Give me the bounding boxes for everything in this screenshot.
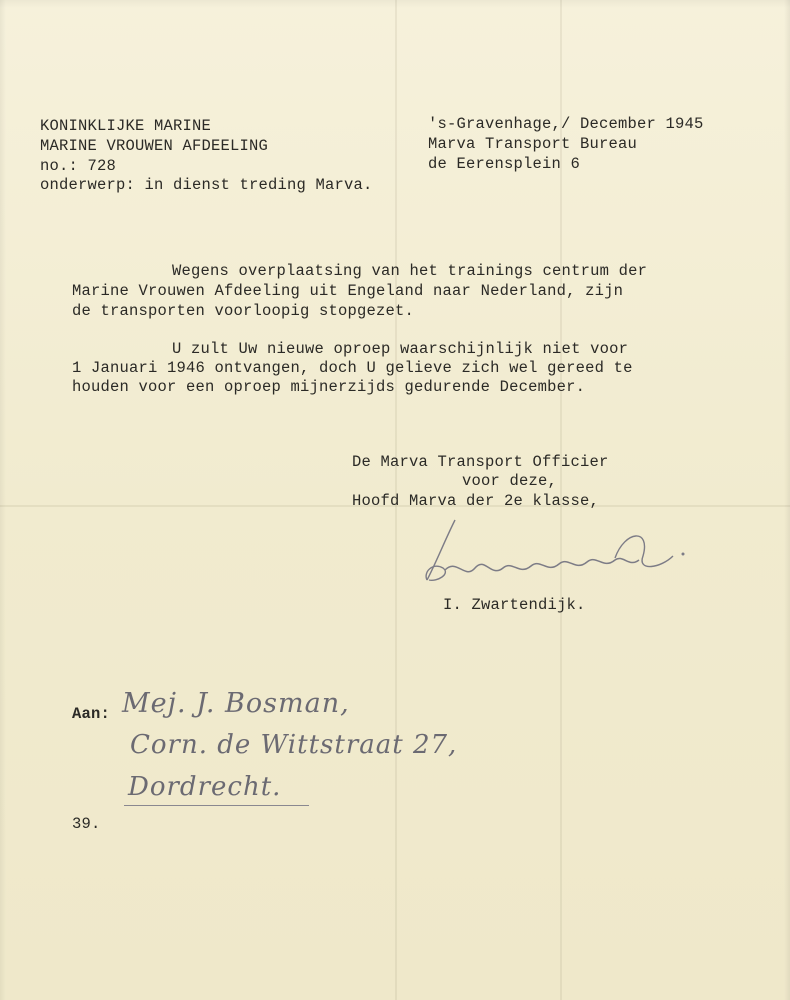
- closing-line-3: Hoofd Marva der 2e klasse,: [352, 492, 600, 510]
- address-line: de Eerensplein 6: [428, 155, 581, 173]
- reference-number: no.: 728: [40, 157, 117, 175]
- signature: [415, 510, 705, 600]
- body-p2-line-3: houden voor een oproep mijnerzijds gedurende December.: [72, 378, 586, 396]
- sender-line-1: KONINKLIJKE MARINE: [40, 117, 212, 135]
- body-p2-line-1: U zult Uw nieuwe oproep waarschijnlijk niet voor: [172, 340, 629, 358]
- recipient-underline: [124, 805, 309, 806]
- body-p2-line-2: 1 Januari 1946 ontvangen, doch U gelieve zich wel gereed te: [72, 359, 633, 377]
- closing-line-2: voor deze,: [462, 472, 558, 490]
- bureau-line: Marva Transport Bureau: [428, 135, 638, 153]
- body-p1-line-1: Wegens overplaatsing van het trainings centrum der: [172, 262, 648, 280]
- typed-name: I. Zwartendijk.: [443, 596, 586, 614]
- sender-line-2: MARINE VROUWEN AFDEELING: [40, 137, 269, 155]
- body-p1-line-3: de transporten voorloopig stopgezet.: [72, 302, 415, 320]
- recipient-label: Aan:: [72, 705, 111, 723]
- page-number: 39.: [72, 815, 101, 833]
- recipient-street-handwritten: Corn. de Wittstraat 27,: [130, 730, 458, 760]
- body-p1-line-2: Marine Vrouwen Afdeeling uit Engeland naar Nederland, zijn: [72, 282, 624, 300]
- recipient-name-handwritten: Mej. J. Bosman,: [122, 688, 350, 719]
- closing-line-1: De Marva Transport Officier: [352, 453, 609, 471]
- subject-line: onderwerp: in dienst treding Marva.: [40, 176, 373, 194]
- date-line: 's-Gravenhage,/ December 1945: [428, 115, 704, 133]
- recipient-city-handwritten: Dordrecht.: [128, 772, 282, 802]
